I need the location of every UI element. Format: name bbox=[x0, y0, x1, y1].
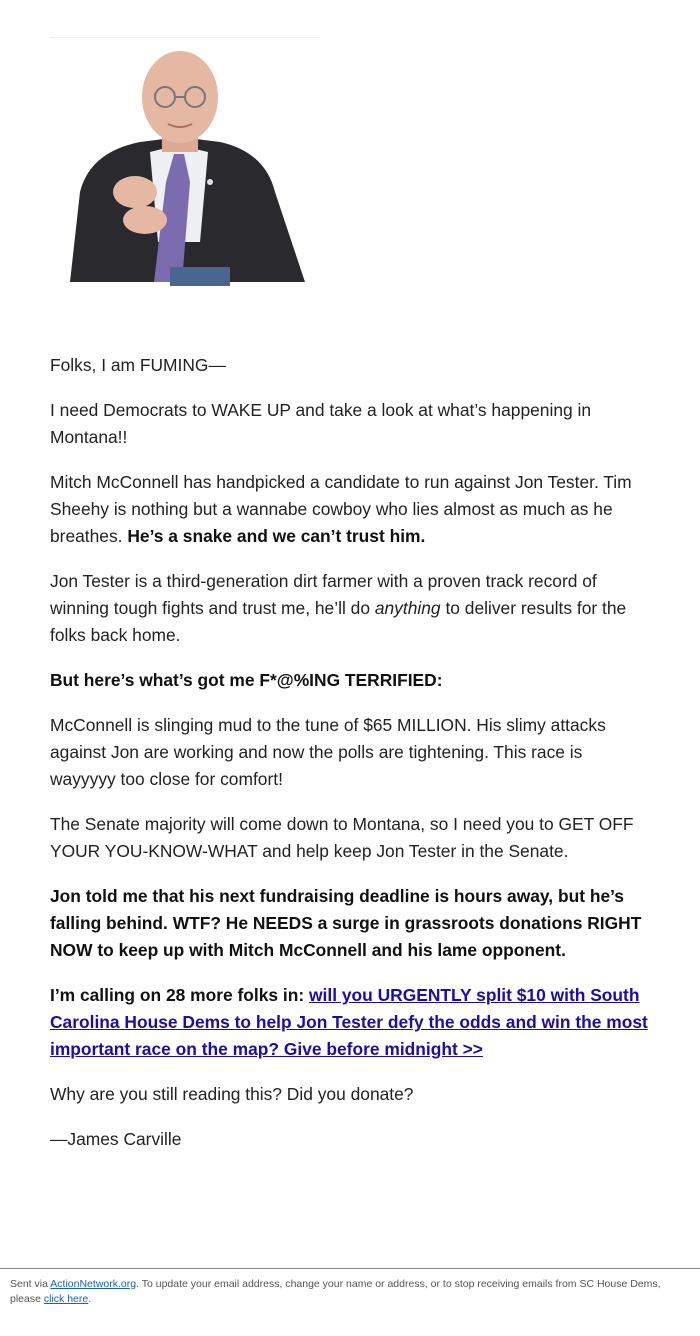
footer-divider bbox=[0, 1268, 700, 1269]
wake-up-paragraph: I need Democrats to WAKE UP and take a look at what’s happening in Montana!! bbox=[50, 400, 592, 447]
mcconnell-paragraph bbox=[50, 469, 652, 550]
terrified-bold-text: But here’s what’s got me F*@%ING TERRIFIED: bbox=[50, 670, 443, 690]
tester-text-after: to deliver results for the folks back home. bbox=[50, 598, 627, 645]
signature: —James Carville bbox=[50, 1129, 182, 1149]
calling-bold-text: I’m calling on 28 more folks in: bbox=[50, 985, 305, 1005]
footer-middle: . To update your email address, change your name or address, or to stop receiving emails from SC House Dems, please bbox=[10, 1278, 661, 1305]
tester-paragraph bbox=[50, 568, 652, 649]
greeting-paragraph: Folks, I am FUMING— bbox=[50, 355, 226, 375]
deadline-bold-text: Jon told me that his next fundraising deadline is hours away, but he’s falling behind. WTF? He NEEDS a surge in grassroots donations RIGHT NOW to keep up with Mitch McConnell and his lame opponent. bbox=[50, 886, 642, 960]
email-body bbox=[50, 352, 652, 1171]
email-footer bbox=[10, 1277, 680, 1307]
mcconnell-text: Mitch McConnell has handpicked a candidate to run against Jon Tester. Tim Sheehy is nothing but a wannabe cowboy who lies almost as much as he breathes. bbox=[50, 472, 632, 546]
tester-text-before: Jon Tester is a third-generation dirt farmer with a proven track record of winning tough fights and trust me, he’ll do bbox=[50, 571, 597, 618]
header-photo bbox=[50, 42, 320, 286]
footer-prefix: Sent via bbox=[10, 1278, 48, 1290]
header-divider bbox=[50, 37, 320, 38]
donate-link[interactable]: will you URGENTLY split $10 with South Carolina House Dems to help Jon Tester defy the odds and win the most important race on the map? Give before midnight >> bbox=[50, 985, 648, 1059]
mud-paragraph: McConnell is slinging mud to the tune of $65 MILLION. His slimy attacks against Jon are working and now the polls are tightening. This race is wayyyyy too close for comfort! bbox=[50, 715, 606, 789]
question-paragraph: Why are you still reading this? Did you donate? bbox=[50, 1084, 414, 1104]
actionnetwork-link[interactable]: ActionNetwork.org bbox=[50, 1278, 137, 1290]
deadline-paragraph bbox=[50, 883, 652, 964]
senate-paragraph: The Senate majority will come down to Montana, so I need you to GET OFF YOUR YOU-KNOW-WHAT and help keep Jon Tester in the Senate. bbox=[50, 814, 634, 861]
terrified-paragraph bbox=[50, 667, 652, 694]
footer-suffix: . bbox=[88, 1293, 92, 1305]
calling-paragraph bbox=[50, 982, 652, 1063]
anything-italic-text: anything bbox=[374, 598, 441, 618]
click-here-link[interactable]: click here bbox=[43, 1293, 89, 1305]
snake-bold-text: He’s a snake and we can’t trust him. bbox=[127, 526, 426, 546]
